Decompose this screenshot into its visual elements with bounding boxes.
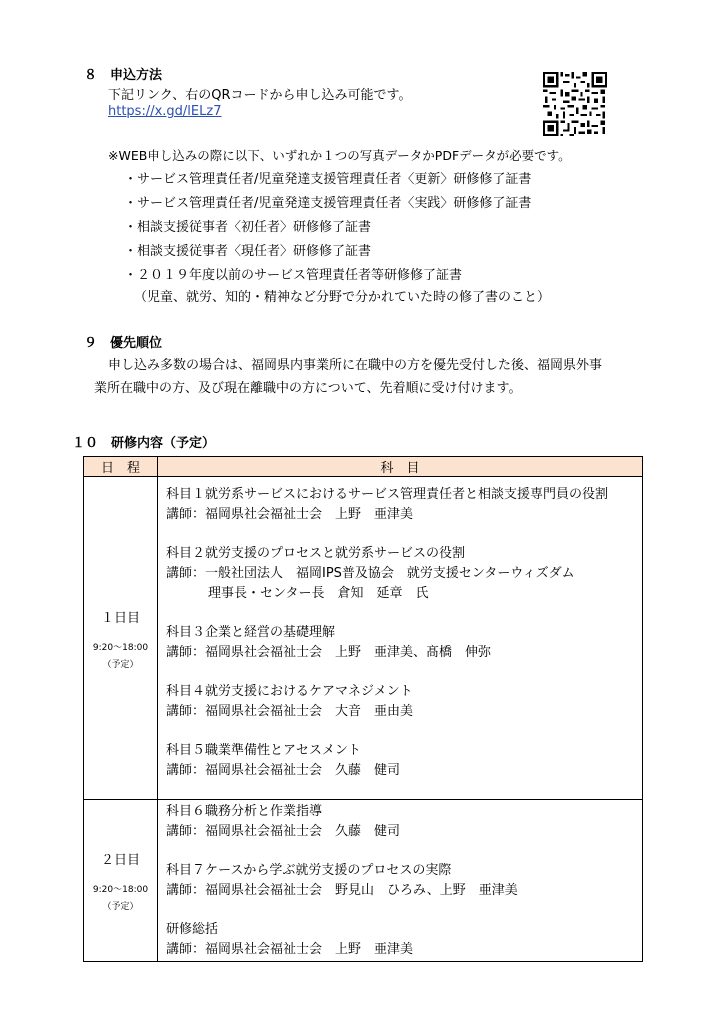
schedule-table [83,456,643,962]
subject-line: 科目４就労支援におけるケアマネジメント [166,684,413,699]
lecturer-line: 理事長・センター長 倉知 延章 氏 [208,586,429,601]
lecturer-line: 講師：福岡県社会福祉士会 大音 亜由美 [166,704,414,719]
day-1-subjects [158,477,643,800]
certificate-requirement-note: ※WEB申し込みの際に以下、いずれか１つの写真データかPDFデータが必要です。 [108,148,571,163]
qr-code-icon[interactable] [543,72,607,136]
day-2-time: 9:20～18:00 [92,885,149,895]
lecturer-line: 講師：福岡県社会福祉士会 野見山 ひろみ、上野 亜津美 [166,883,518,898]
subject-line: 科目６職務分析と作業指導 [166,804,323,819]
table-row-day-2 [84,800,643,962]
day-2-note: （予定） [102,902,139,912]
lecturer-line: 講師：福岡県社会福祉士会 上野 亜津美 [166,507,414,522]
list-item: ・サービス管理責任者/児童発達支援管理責任者〈更新〉研修修了証書 [124,172,532,187]
day-2-subjects [158,800,643,962]
section-8-heading: ８ 申込方法 [84,68,163,83]
list-item-note: （児童、就労、知的・精神など分野で分かれていた時の修了書のこと） [134,290,551,305]
column-header-day: 日 程 [84,457,158,477]
lecturer-line: 講師：福岡県社会福祉士会 久藤 健司 [166,824,401,839]
lecturer-line: 講師：福岡県社会福祉士会 上野 亜津美 [166,942,414,957]
subject-line: 科目７ケースから学ぶ就労支援のプロセスの実際 [166,863,452,878]
lecturer-line: 講師：福岡県社会福祉士会 久藤 健司 [166,763,401,778]
list-item: ・２０１９年度以前のサービス管理責任者等研修修了証書 [124,268,463,283]
subject-line: 科目２就労支援のプロセスと就労系サービスの役割 [166,546,466,561]
list-item: ・相談支援従事者〈現任者〉研修修了証書 [124,244,372,259]
subject-line: 科目１就労系サービスにおけるサービス管理責任者と相談支援専門員の役割 [166,487,609,502]
apply-instruction: 下記リンク、右のQRコードから申し込み可能です。 [108,88,412,103]
list-item: ・サービス管理責任者/児童発達支援管理責任者〈実践〉研修修了証書 [124,196,532,211]
subject-line: 科目３企業と経営の基礎理解 [166,625,336,640]
lecturer-line: 講師：一般社団法人 福岡IPS普及協会 就労支援センターウィズダム [166,566,575,581]
day-1-name: １日目 [100,610,140,626]
apply-link[interactable]: https://x.gd/lELz7 [108,104,222,119]
priority-text-line-1: 申し込み多数の場合は、福岡県内事業所に在職中の方を優先受付した後、福岡県外事 [108,358,603,373]
section-10-heading: １０ 研修内容（予定） [72,436,216,451]
subject-line: 科目５職業準備性とアセスメント [166,743,361,758]
priority-text-line-2: 業所在職中の方、及び現在離職中の方について、先着順に受け付けます。 [94,381,522,396]
day-1-note: （予定） [102,659,139,670]
lecturer-line: 講師：福岡県社会福祉士会 上野 亜津美、髙橋 伸弥 [166,645,492,660]
section-9-heading: ９ 優先順位 [84,336,163,351]
day-1-time: 9:20～18:00 [92,642,149,653]
column-header-subject: 科 目 [158,457,643,477]
day-1-cell [84,477,158,800]
table-row-day-1 [84,477,643,800]
list-item: ・相談支援従事者〈初任者〉研修修了証書 [124,220,372,235]
table-header-row [84,457,643,477]
day-2-name: ２日目 [100,853,140,868]
subject-line: 研修総括 [166,922,219,937]
day-2-cell [84,800,158,962]
